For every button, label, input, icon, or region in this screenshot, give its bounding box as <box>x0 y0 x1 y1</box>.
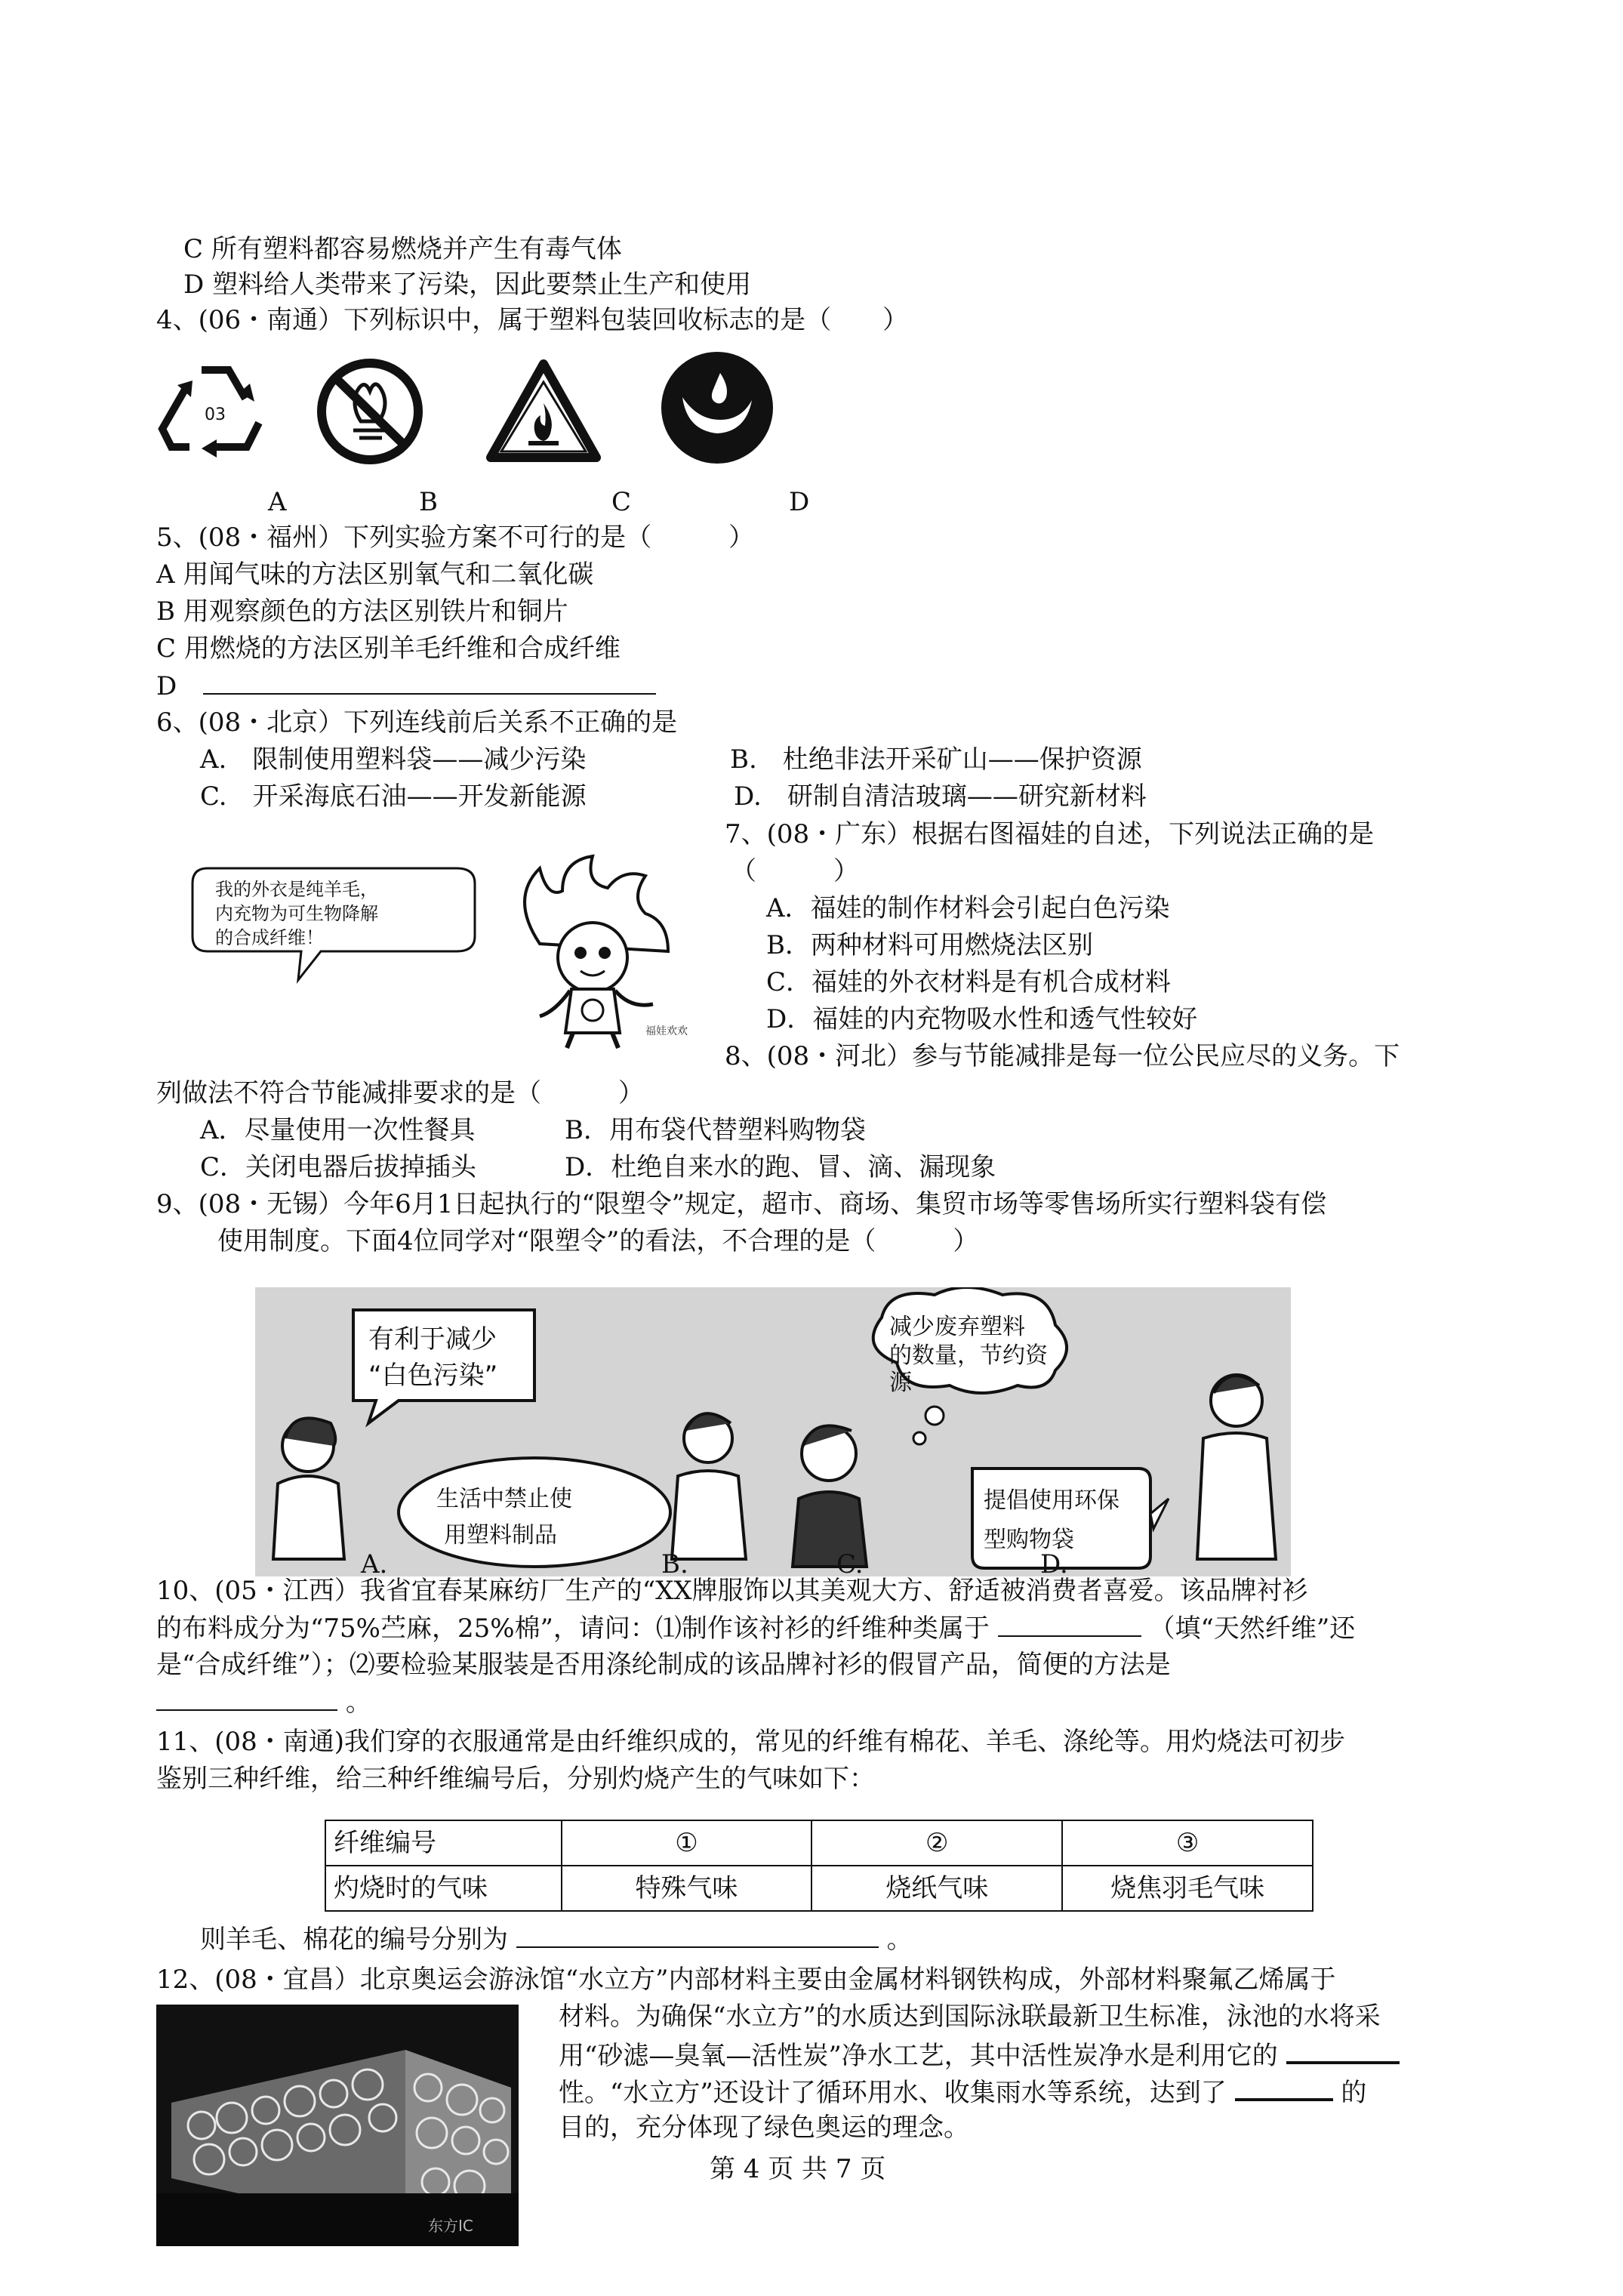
svg-text:有利于减少: 有利于减少 <box>368 1324 497 1354</box>
q5-answer-blank[interactable] <box>203 670 656 695</box>
q7-option-d: D．福娃的内充物吸水性和透气性较好 <box>766 1004 1198 1034</box>
svg-text:福娃欢欢: 福娃欢欢 <box>645 1025 688 1037</box>
q12-stem-line1: 12、(08・宜昌）北京奥运会游泳馆“水立方”内部材料主要由金属材料钢铁构成，外部材料聚氟乙烯属于 <box>156 1965 1336 1995</box>
q12-purpose-blank[interactable] <box>1235 2076 1333 2101</box>
svg-text:A.: A. <box>361 1549 388 1576</box>
no-burning-icon <box>310 355 430 468</box>
q5-option-d <box>156 670 656 702</box>
svg-text:生活中禁止使: 生活中禁止使 <box>436 1486 572 1512</box>
water-saving-icon <box>657 347 778 468</box>
svg-text:提倡使用环保: 提倡使用环保 <box>984 1487 1119 1514</box>
q10-method-blank[interactable] <box>156 1687 337 1711</box>
q11-stem-line1: 11、(08・南通)我们穿的衣服通常是由纤维织成的，常见的纤维有棉花、羊毛、涤纶等。用灼烧法可初步 <box>156 1727 1346 1757</box>
q7-paren: （ ） <box>731 856 859 886</box>
q4-stem: 4、(06・南通）下列标识中，属于塑料包装回收标志的是（ ） <box>156 305 909 335</box>
table-header-cell: ③ <box>1062 1820 1313 1866</box>
table-cell: 烧纸气味 <box>812 1866 1062 1911</box>
svg-text:源: 源 <box>889 1370 912 1396</box>
q10-stem-line3: 是“合成纤维”）；⑵要检验某服装是否用涤纶制成的该品牌衬衫的假冒产品，简便的方法是 <box>156 1650 1171 1680</box>
q4-label-d: D <box>789 487 810 517</box>
table-row <box>325 1866 1313 1911</box>
fuwa-illustration <box>185 853 698 1049</box>
table-header-cell: ① <box>562 1820 812 1866</box>
q10-stem-line2 <box>156 1613 1355 1644</box>
q11-answer-prompt: 则羊毛、棉花的编号分别为 <box>200 1925 508 1955</box>
q12-line4-text: 性。“水立方”还设计了循环用水、收集雨水等系统，达到了 <box>559 2078 1227 2108</box>
q7-option-b: B．两种材料可用燃烧法区别 <box>766 930 1093 960</box>
q6-option-c: C. 开采海底石油——开发新能源 <box>200 781 587 812</box>
q8-option-d: D．杜绝自来水的跑、冒、滴、漏现象 <box>565 1152 996 1182</box>
q7-stem: 7、(08・广东）根据右图福娃的自述，下列说法正确的是 <box>725 819 1375 849</box>
q4-label-a: A <box>268 487 287 517</box>
q11-period: 。 <box>886 1925 913 1955</box>
table-cell: 烧焦羽毛气味 <box>1062 1866 1313 1911</box>
q8-option-c: C．关闭电器后拔掉插头 <box>200 1152 477 1182</box>
q8-option-b: B．用布袋代替塑料购物袋 <box>565 1115 866 1145</box>
svg-text:的数量，节约资: 的数量，节约资 <box>889 1342 1048 1369</box>
q12-stem-line5: 目的，充分体现了绿色奥运的理念。 <box>559 2113 969 2143</box>
q12-stem-line2: 材料。为确保“水立方”的水质达到国际泳联最新卫生标准，泳池的水将采 <box>559 2002 1381 2032</box>
q3-option-c: C 所有塑料都容易燃烧并产生有毒气体 <box>183 234 622 264</box>
q12-line4-suffix: 的 <box>1341 2078 1367 2108</box>
q5-option-d-label: D <box>156 671 177 701</box>
recycle-icon <box>155 355 276 468</box>
q9-cartoon <box>255 1287 1291 1576</box>
water-cube-photo <box>156 2005 519 2246</box>
q7-option-a: A．福娃的制作材料会引起白色污染 <box>766 893 1170 923</box>
svg-text:的合成纤维！: 的合成纤维！ <box>215 927 324 948</box>
q9-stem-part2: 使用制度。下面4位同学对“限塑令”的看法，不合理的是（ ） <box>217 1226 979 1256</box>
q5-option-c: C 用燃烧的方法区别羊毛纤维和合成纤维 <box>156 633 621 664</box>
svg-text:型购物袋: 型购物袋 <box>984 1527 1074 1553</box>
svg-text:03: 03 <box>205 405 226 424</box>
svg-text:东方IC: 东方IC <box>428 2217 473 2235</box>
q10-stem-line1: 10、(05・江西）我省宜春某麻纺厂生产的“XX牌服饰以其美观大方、舒适被消费者喜爱。该品牌衬衫 <box>156 1576 1308 1606</box>
table-row <box>325 1820 1313 1866</box>
q6-option-b: B. 杜绝非法开采矿山——保护资源 <box>730 744 1142 775</box>
q7-option-c: C．福娃的外衣材料是有机合成材料 <box>766 967 1172 997</box>
q9-stem-part1: 9、(08・无锡）今年6月1日起执行的“限塑令”规定，超市、商场、集贸市场等零售场所实行塑料袋有偿 <box>156 1189 1327 1219</box>
q4-label-b: B <box>419 487 438 517</box>
svg-text:用塑料制品: 用塑料制品 <box>444 1522 557 1549</box>
page-footer: 第 4 页 共 7 页 <box>710 2154 886 2184</box>
svg-text:C.: C. <box>836 1549 864 1576</box>
table-cell: 特殊气味 <box>562 1866 812 1911</box>
q10-line2-text: 的布料成分为“75%苎麻，25%棉”，请问：⑴制作该衬衫的纤维种类属于 <box>156 1613 990 1644</box>
fiber-odor-table <box>325 1820 1313 1912</box>
q10-fiber-type-blank[interactable] <box>998 1613 1141 1637</box>
svg-text:我的外衣是纯羊毛，: 我的外衣是纯羊毛， <box>215 879 378 900</box>
q3-option-d: D 塑料给人类带来了污染，因此要禁止生产和使用 <box>183 270 752 300</box>
q8-stem-part1: 8、(08・河北）参与节能减排是每一位公民应尽的义务。下 <box>725 1041 1400 1071</box>
q4-label-c: C <box>611 487 632 517</box>
svg-text:B.: B. <box>661 1549 688 1576</box>
table-header-cell: 纤维编号 <box>325 1820 562 1866</box>
q12-property-blank[interactable] <box>1286 2039 1400 2064</box>
q12-line3-text: 用“砂滤—臭氧—活性炭”净水工艺，其中活性炭净水是利用它的 <box>559 2041 1278 2071</box>
q5-stem: 5、(08・福州）下列实验方案不可行的是（ ） <box>156 522 755 553</box>
q8-stem-part2: 列做法不符合节能减排要求的是（ ） <box>156 1078 644 1108</box>
q6-stem: 6、(08・北京）下列连线前后关系不正确的是 <box>156 707 678 738</box>
q11-answer-line <box>200 1924 913 1955</box>
q5-option-b: B 用观察颜色的方法区别铁片和铜片 <box>156 596 568 627</box>
svg-text:D.: D. <box>1040 1549 1068 1576</box>
table-cell: 灼烧时的气味 <box>325 1866 562 1911</box>
svg-text:内充物为可生物降解: 内充物为可生物降解 <box>215 903 378 924</box>
q10-stem-line4 <box>156 1687 371 1718</box>
q11-stem-line2: 鉴别三种纤维，给三种纤维编号后，分别灼烧产生的气味如下： <box>156 1764 875 1794</box>
q12-stem-line3 <box>559 2039 1400 2072</box>
svg-text:“白色污染”: “白色污染” <box>368 1361 498 1391</box>
flammable-warning-icon <box>483 355 604 468</box>
svg-text:减少废弃塑料: 减少废弃塑料 <box>889 1314 1025 1340</box>
q6-option-d: D. 研制自清洁玻璃——研究新材料 <box>734 781 1147 812</box>
q12-stem-line4 <box>559 2076 1366 2109</box>
q10-line2-suffix: （填“天然纤维”还 <box>1149 1613 1356 1644</box>
table-header-cell: ② <box>812 1820 1062 1866</box>
q10-period: 。 <box>345 1687 371 1718</box>
q5-option-a: A 用闻气味的方法区别氧气和二氧化碳 <box>156 559 594 590</box>
q6-option-a: A. 限制使用塑料袋——减少污染 <box>200 744 587 775</box>
q8-option-a: A．尽量使用一次性餐具 <box>200 1115 476 1145</box>
q11-answer-blank[interactable] <box>516 1924 879 1948</box>
